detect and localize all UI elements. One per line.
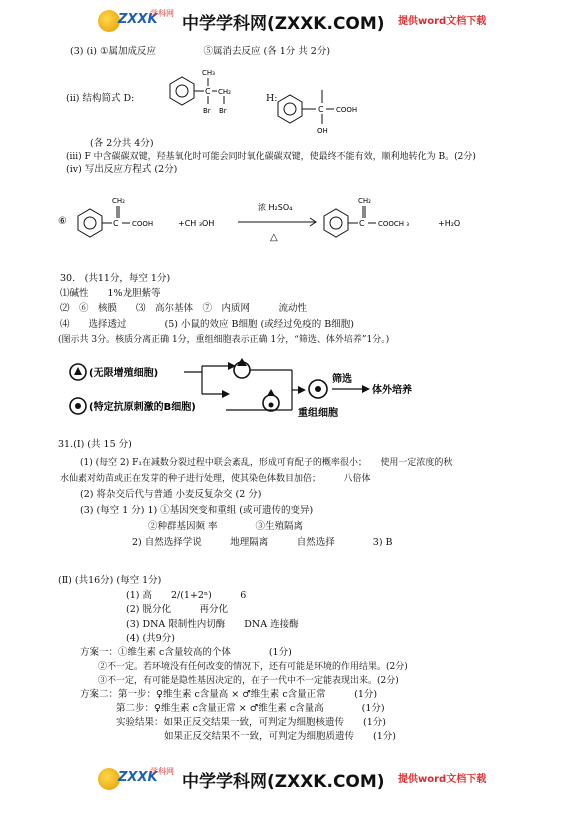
- eq-ch2-right: CH₂: [358, 197, 371, 205]
- q31-b: 水仙素对幼苗或正在发芽的种子进行处理，使其染色体数目加倍； 八倍体: [60, 474, 371, 484]
- cell2-label: (特定抗原刺激的B细胞): [89, 402, 196, 413]
- line-3-ii-h: H:: [266, 93, 278, 104]
- d-br2: Br: [219, 107, 227, 115]
- line-3-iii: (iii) F 中含碳碳双键，羟基氧化时可能会同时氧化碳碳双键，使最终不能有效，顺利地转化为 B。(2分): [66, 152, 476, 162]
- site-title-footer: 中学学科网(ZXXK.COM): [182, 772, 385, 792]
- cell1-label: (无限增殖细胞): [89, 368, 159, 379]
- q31-a: (1) (每空 2) F₁在减数分裂过程中联会紊乱，形成可育配子的概率很小； 使用一定浓度的秋: [80, 458, 453, 468]
- q31-e: ②种群基因频 率 ③生殖隔离: [148, 521, 304, 532]
- q31-d: (3) (每空 1 分) 1) ①基因突变和重组 (或可遗传的变异): [80, 505, 314, 516]
- page-footer: [0, 758, 580, 802]
- plan1-a: 方案一：①维生素 c含量较高的个体 (1分): [80, 647, 292, 658]
- q30-d: (图示共 3分。核质分离正确 1分，重组细胞表示正确 1分，“筛选、体外培养”1分。): [58, 335, 390, 345]
- zxxk-logo: [98, 8, 176, 36]
- logo-sub: 学科网: [150, 9, 174, 18]
- d-ch2: CH₂: [218, 88, 231, 96]
- structure-h: [268, 80, 388, 140]
- q30-a: ⑴碱性 1%龙胆紫等: [60, 288, 161, 299]
- q31ii-2: (2) 脱分化 再分化: [126, 604, 228, 615]
- download-note: 提供word文档下载: [398, 16, 487, 27]
- eq-heat: △: [270, 232, 278, 243]
- logo-sub-footer: 学科网: [150, 767, 174, 776]
- q31-title: 31.(Ⅰ) (共 15 分): [58, 439, 132, 450]
- d-br1: Br: [203, 107, 211, 115]
- q31ii-4: (4) (共9分): [126, 633, 175, 644]
- line-3-i: (3) (i) ①属加成反应 ⑤属消去反应 (各 1分 共 2分): [70, 46, 331, 57]
- q31ii-1: (1) 高 2/(1+2ⁿ) 6: [126, 590, 247, 601]
- recombined-label: 重组细胞: [298, 408, 338, 419]
- cell-fusion-diagram: [66, 356, 466, 428]
- plan2-d: 如果正反交结果不一致，可判定为细胞质遗传 (1分): [164, 731, 396, 742]
- reaction-equation: [58, 186, 528, 256]
- logo-text-footer: ZXXK: [118, 770, 158, 785]
- svg-text:C: C: [318, 105, 324, 114]
- eq-mark-6: ⑥: [58, 216, 67, 227]
- q31ii-title: (Ⅱ) (共16分) (每空 1分): [58, 575, 162, 586]
- eq-ester: COOCH ₃: [378, 220, 410, 228]
- q31ii-3: (3) DNA 限制性内切酶 DNA 连接酶: [126, 619, 299, 630]
- logo-mark-icon: [98, 10, 120, 32]
- q31-f: 2) 自然选择学说 地理隔离 自然选择 3) B: [132, 537, 393, 548]
- q30-c: ⑷ 选择透过 (5) 小鼠的效应 B细胞 (或经过免疫的 B细胞): [60, 319, 354, 330]
- eq-ch2-left: CH₂: [112, 197, 125, 205]
- logo-mark-icon-footer: [98, 768, 120, 790]
- eq-methanol: +CH ₃OH: [178, 219, 215, 228]
- d-ch3: CH₃: [202, 69, 215, 77]
- svg-text:C: C: [205, 87, 211, 96]
- eq-reagent: 浓 H₂SO₄: [258, 203, 293, 212]
- plan2-b: 第二步：♀维生素 c含量正常 × ♂维生素 c含量高 (1分): [116, 703, 385, 714]
- svg-text:C: C: [359, 219, 365, 228]
- q30-title: 30. (共11分，每空 1分): [60, 273, 171, 284]
- screen-label: 筛选: [332, 374, 352, 385]
- site-title: 中学学科网(ZXXK.COM): [182, 14, 385, 34]
- svg-text:C: C: [113, 219, 119, 228]
- line-points: (各 2分共 4分): [90, 138, 154, 149]
- h-oh: OH: [317, 127, 328, 135]
- culture-label: 体外培养: [372, 385, 412, 396]
- page-header: [0, 0, 580, 44]
- plan1-c: ③不一定，有可能是隐性基因决定的，在子一代中不一定能表现出来。(2分): [98, 676, 399, 686]
- plan2-a: 方案二：第一步：♀维生素 c含量高 × ♂维生素 c含量正常 (1分): [80, 689, 378, 700]
- h-cooh: COOH: [336, 106, 358, 114]
- download-note-footer: 提供word文档下载: [398, 774, 487, 785]
- line-3-ii-d: (ii) 结构简式 D:: [66, 93, 135, 104]
- logo-text: ZXXK: [118, 12, 158, 27]
- q30-b: ⑵ ⑥ 核膜 ⑶ 高尔基体 ⑦ 内质网 流动性: [60, 303, 308, 314]
- zxxk-logo-footer: [98, 766, 176, 794]
- plan1-b: ②不一定。若环境没有任何改变的情况下，还有可能是环境的作用结果。(2分): [98, 662, 408, 672]
- structure-d: [150, 62, 240, 132]
- plan2-c: 实验结果：如果正反交结果一致，可判定为细胞核遗传 (1分): [116, 717, 386, 728]
- line-3-iv: (iv) 写出反应方程式 (2分): [66, 164, 178, 175]
- eq-water: +H₂O: [438, 219, 461, 228]
- q31-c: (2) 将杂交后代与普通 小麦反复杂交 (2 分): [80, 489, 262, 500]
- eq-cooh: COOH: [132, 220, 154, 228]
